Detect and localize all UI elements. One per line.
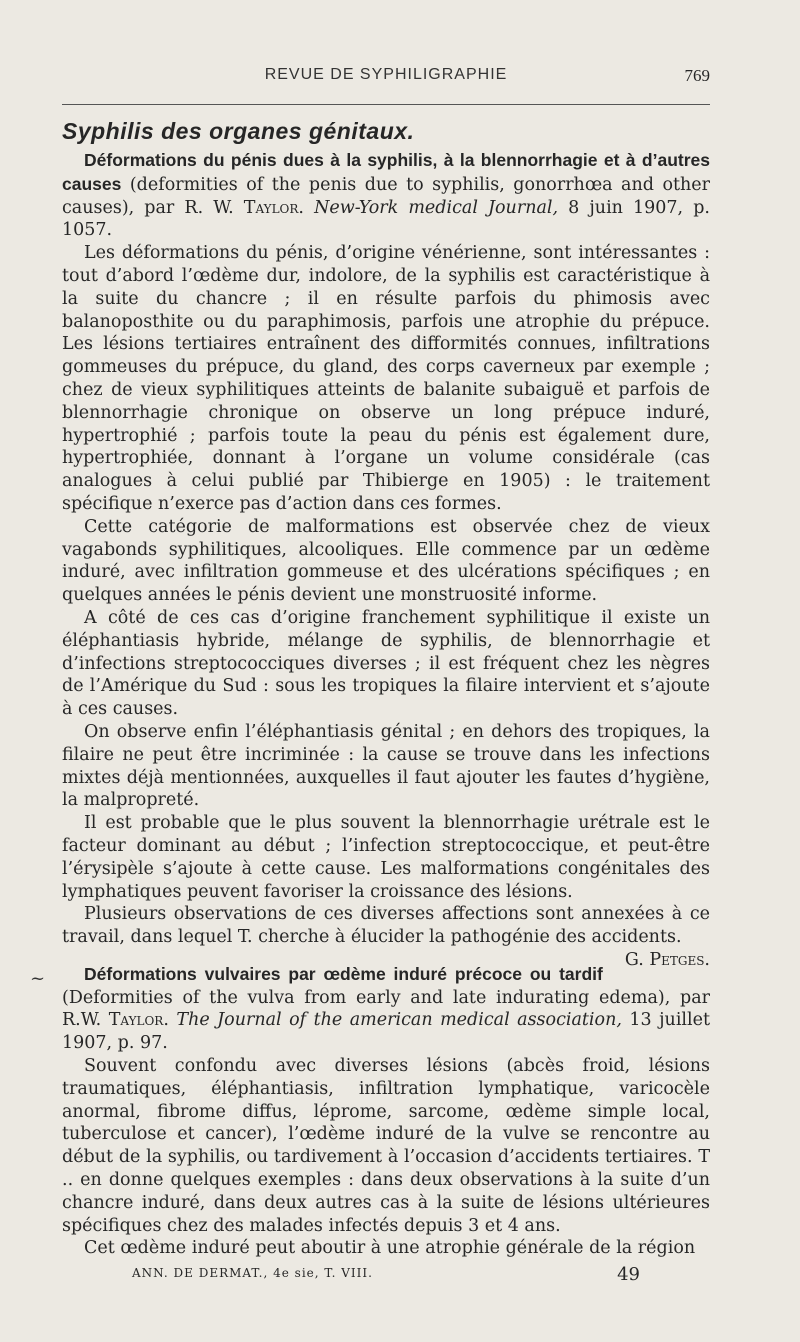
article-1-paragraph: Il est probable que le plus souvent la blennorrhagie urétrale est le facteur dominant au début ; l’infection streptococcique, et peut-être l’érysipèle s’ajoute à cette cause. Les malformations congénitales des lymphatiques peuvent favoriser la croissance des lésions. [62, 813, 710, 902]
article-1-journal: New-York medical Journal, [314, 197, 559, 218]
header-rule [62, 104, 710, 105]
article-2-journal: The Journal of the american medical association, [176, 1010, 622, 1031]
margin-mark: ~ [30, 968, 46, 989]
article-1-date: 8 juin 1907, p. 1057. [62, 197, 710, 241]
page-header [62, 66, 710, 96]
article-2-citation [62, 963, 710, 1055]
footer-left: ANN. DE DERMAT., 4e sie, T. VIII. [132, 1266, 373, 1280]
article-1-paragraph: On observe enfin l’éléphantiasis génital ; en dehors des tropiques, la filaire ne peut être incriminée : la cause se trouve dans les infections mixtes déjà mentionnées, auxquelles il faut ajouter les fautes d’hygiène, la malpropreté. [62, 721, 710, 811]
article-2-date: 13 juillet 1907, p. 97. [62, 1010, 711, 1054]
article-1-paragraph: A côté de ces cas d’origine franchement syphilitique il existe un éléphantiasis hybride, mélange de syphilis, de blennorrhagie et d’infections streptococciques diverses ; il est fréquent chez les nègres de l’Amérique du Sud : sous les tropiques la filaire intervient et s’ajoute à ces causes. [62, 607, 710, 720]
article-1-p6: Plusieurs observations de ces diverses affections sont annexées à ce travail, dans lequel T. cherche à élucider la pathogénie des accidents. [62, 904, 710, 948]
article-1-signature: G. Petges. [624, 949, 710, 970]
article-1-paragraph: Cette catégorie de malformations est observée chez de vieux vagabonds syphilitiques, alcooliques. Elle commence par un œdème induré, avec infiltration gommeuse et des ulcérations spécifiques ; en quelques années le pénis devient une monstruosité informe. [62, 516, 710, 606]
article-2-title: Déformations vulvaires par œdème induré précoce ou tardif [84, 963, 603, 984]
article-2-paragraph: Cet œdème induré peut aboutir à une atrophie générale de la région [84, 1238, 696, 1259]
page-number: 769 [684, 66, 710, 85]
article-2-paragraph: Souvent confondu avec diverses lésions (abcès froid, lésions traumatiques, éléphantiasis, infiltration lymphatique, varicocèle anormal, fibrome diffus, lépromе, sarcome, œdème simple local, tuberculose et cancer), l’œdème induré de la vulve se rencontre au début de la syphilis, ou tardivement à l’occasion d’accidents tertiaires. T .. en donne quelques exemples : dans deux observations à la suite d’un chancre induré, dans deux autres cas à la suite de lésions ultérieures spécifiques chez des malades infectés depuis 3 et 4 ans. [62, 1056, 710, 1236]
footer-signature-number: 49 [617, 1264, 640, 1285]
section-title: Syphilis des organes génitaux. [62, 118, 415, 144]
article-1-paragraph: Les déformations du pénis, d’origine vénérienne, sont intéressantes : tout d’abord l’œdème dur, indolore, de la syphilis est caractéristique à la suite du chancre ; il en résulte parfois du phimosis avec balanoposthite ou du paraphimosis, parfois une atrophie du prépuce. Les lésions tertiaires entraînent des difformités connues, infiltrations gommeuses du prépuce, du gland, des corps caverneux par exemple ; chez de vieux syphilitiques atteints de balanite subaiguë et parfois de blennorrhagie chronique on observe un long prépuce induré, hypertrophié ; parfois toute la peau du pénis est également dure, hypertrophiée, donnant à l’organe un volume considérale (cas analogues à celui publié par Thibierge en 1905) : le traitement spécifique n’exerce pas d’action dans ces formes. [62, 243, 710, 514]
article-1-author: Taylor. [243, 197, 304, 218]
running-head: REVUE DE SYPHILIGRAPHIE [264, 66, 508, 83]
page-content [62, 118, 710, 1260]
article-2-author: Taylor. [108, 1010, 169, 1031]
page-footer [120, 1264, 640, 1288]
article-2-english: (Deformities of the vulva from early and late indurating edema), par R.W. [62, 987, 710, 1031]
article-1-title: Déformations du pénis dues à la syphilis, à la blennorrhagie et à d’autres causes [62, 150, 710, 194]
article-2 [62, 963, 710, 1260]
article-1 [62, 149, 710, 970]
article-1-last-paragraph [62, 903, 710, 970]
article-1-citation [62, 149, 710, 242]
article-1-english: (deformities of the penis due to syphilis, gonorrhœa and other causes), par R. W. [62, 174, 710, 218]
